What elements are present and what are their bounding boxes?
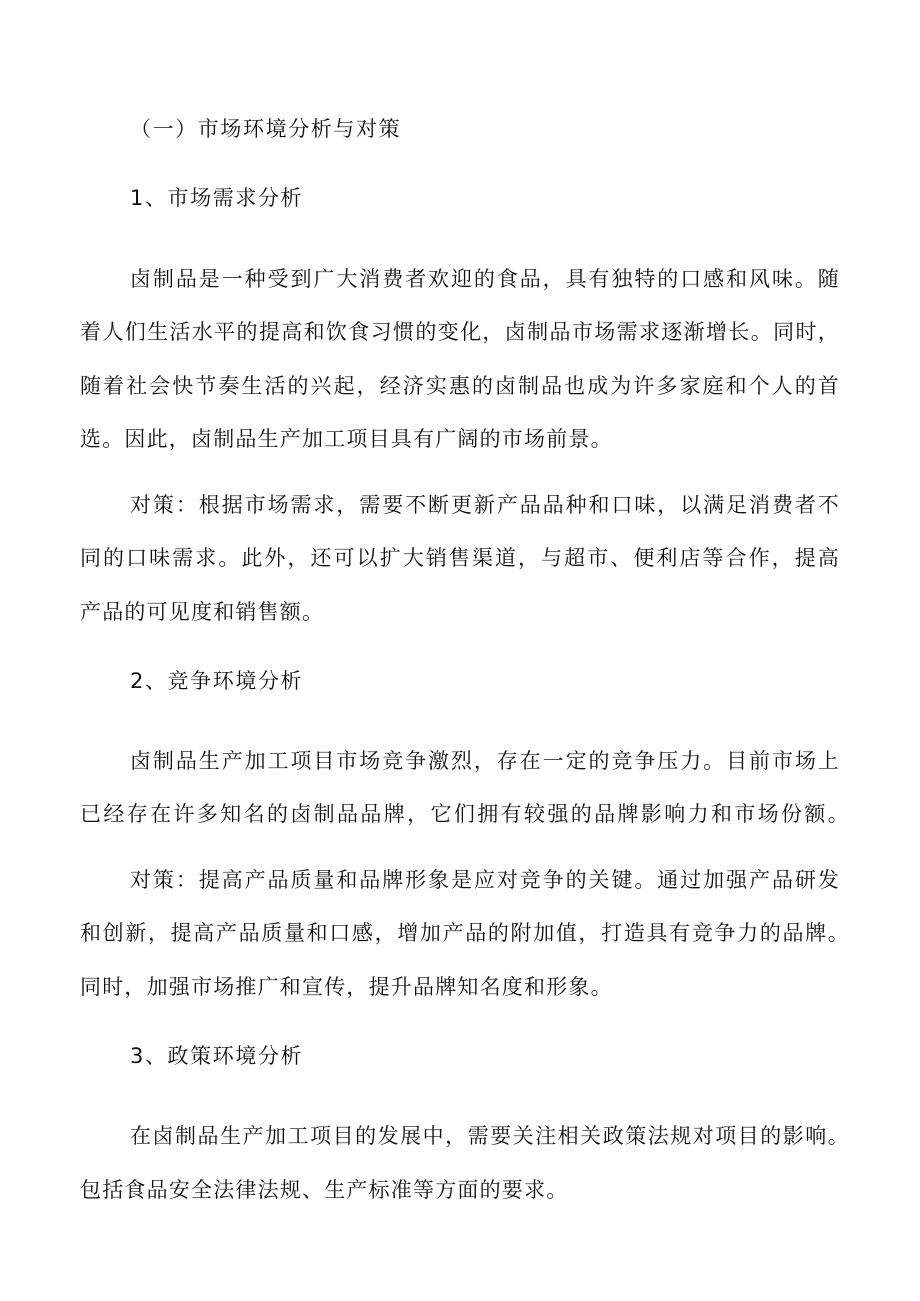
- strategy-line: 同时，加强市场推广和宣传，提升品牌知名度和形象。: [80, 975, 613, 999]
- paragraph-line: 卤制品生产加工项目市场竞争激烈，存在一定的竞争压力。目前市场上: [130, 749, 840, 773]
- strategy-line: 对策：提高产品质量和品牌形象是应对竞争的关键。通过加强产品研发: [130, 868, 840, 892]
- paragraph-line: 已经存在许多知名的卤制品品牌，它们拥有较强的品牌影响力和市场份额。: [80, 802, 850, 826]
- section-title: （一）市场环境分析与对策: [130, 117, 402, 141]
- paragraph-line: 在卤制品生产加工项目的发展中，需要关注相关政策法规对项目的影响。: [130, 1124, 850, 1148]
- strategy-line: 同的口味需求。此外，还可以扩大销售渠道，与超市、便利店等合作，提高: [80, 546, 840, 570]
- paragraph-line: 着人们生活水平的提高和饮食习惯的变化，卤制品市场需求逐渐增长。同时，: [80, 320, 840, 344]
- heading-policy: 3、政策环境分析: [130, 1044, 304, 1068]
- paragraph-line: 包括食品安全法律法规、生产标准等方面的要求。: [80, 1178, 569, 1202]
- strategy-line: 和创新，提高产品质量和口感，增加产品的附加值，打造具有竞争力的品牌。: [80, 921, 850, 945]
- heading-competition: 2、竞争环境分析: [130, 669, 304, 693]
- paragraph-line: 随着社会快节奏生活的兴起，经济实惠的卤制品也成为许多家庭和个人的首: [80, 374, 840, 398]
- heading-market-demand: 1、市场需求分析: [130, 186, 304, 210]
- paragraph-line: 卤制品是一种受到广大消费者欢迎的食品，具有独特的口感和风味。随: [130, 267, 840, 291]
- paragraph-line: 选。因此，卤制品生产加工项目具有广阔的市场前景。: [80, 427, 613, 451]
- strategy-line: 对策：根据市场需求，需要不断更新产品品种和口味，以满足消费者不: [130, 493, 840, 517]
- strategy-line: 产品的可见度和销售额。: [80, 600, 325, 624]
